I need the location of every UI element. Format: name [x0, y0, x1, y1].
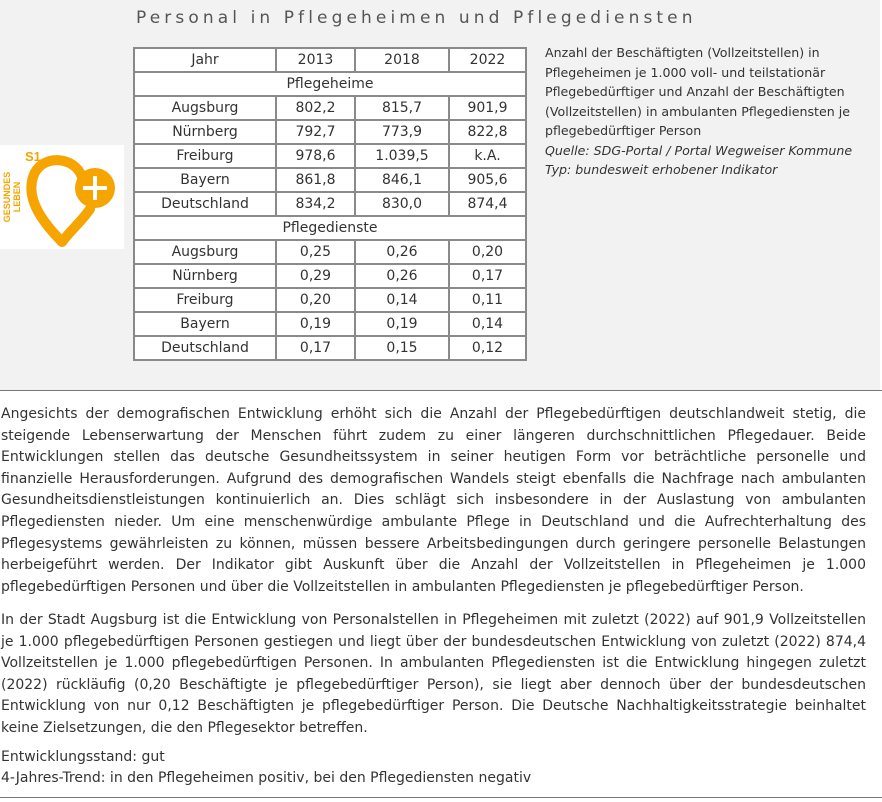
table-cell: 0,20	[449, 240, 526, 264]
table-row	[134, 336, 526, 360]
table-cell: 0,17	[276, 336, 355, 360]
table-row	[134, 288, 526, 312]
row-label: Deutschland	[134, 336, 276, 360]
table-cell: 0,19	[355, 312, 449, 336]
table-cell: 0,26	[355, 264, 449, 288]
section-title: Pflegeheime	[134, 72, 526, 96]
source-text: Quelle: SDG-Portal / Portal Wegweiser Kommune	[545, 142, 853, 158]
paragraph-assessment: In der Stadt Augsburg ist die Entwicklung von Personalstellen in Pflegeheimen mit zuletzt (2022) auf 901,9 Vollzeitstellen je 1.000 pflegebedürftigen Personen gestiegen und liegt über der bundesdeutschen Entwicklung von zuletzt (2022) 874,4 Vollzeitstellen je 1.000 pflegebedürftigen Personen. In ambulanten Pflegediensten ist die Entwicklung hingegen zuletzt (2022) rückläufig (0,20 Beschäftigte je pflegebedürftiger Person), sie liegt aber dennoch über der bundesdeutschen Entwicklung von nur 0,12 Beschäftigten je pflegebedürftiger Person. Die Deutsche Nachhaltigkeitsstrategie beinhaltet keine Zielsetzungen, die den Pflegesektor betreffen.	[1, 612, 866, 736]
table-cell: 0,20	[276, 288, 355, 312]
trend-text: 4-Jahres-Trend: in den Pflegeheimen positiv, bei den Pflegediensten negativ	[1, 770, 532, 786]
header-cell: 2018	[355, 48, 449, 72]
table-cell: k.A.	[449, 144, 526, 168]
bottom-divider	[0, 797, 882, 798]
status-text: Entwicklungsstand: gut	[1, 749, 165, 765]
paragraph-context: Angesichts der demografischen Entwicklung erhöht sich die Anzahl der Pflegebedürftigen deutschlandweit stetig, die steigende Lebenserwartung der Menschen führt zudem zu einer längeren durchschnittlichen Pflegedauer. Beide Entwicklungen stellen das deutsche Gesundheitssystem in seiner heutigen Form vor beträchtliche personelle und finanzielle Herausforderungen. Aufgrund des demografischen Wandels steigt ebenfalls die Nachfrage nach ambulanten Gesundheitsdienstleistungen kontinuierlich an. Dies schlägt sich insbesondere in der Auslastung von ambulanten Pflegediensten nieder. Um eine menschenwürdige ambulante Pflege in Deutschland und die Aufrechterhaltung des Pflegesystems gewährleisten zu können, müssen bessere Arbeitsbedingungen durch geringere personelle Belastungen herbeigeführt werden. Der Indikator gibt Auskunft über die Anzahl der Vollzeitstellen in Pflegeheimen je 1.000 pflegebedürftigen Personen und über die Vollzeitstellen in ambulanten Pflegediensten je pflegebedürftiger Person.	[1, 406, 866, 595]
row-label: Augsburg	[134, 240, 276, 264]
table-cell: 792,7	[276, 120, 355, 144]
table-cell: 901,9	[449, 96, 526, 120]
header-cell: 2013	[276, 48, 355, 72]
row-label: Augsburg	[134, 96, 276, 120]
table-row	[134, 168, 526, 192]
table-cell: 834,2	[276, 192, 355, 216]
row-label: Bayern	[134, 312, 276, 336]
table-cell: 830,0	[355, 192, 449, 216]
section-divider	[0, 390, 882, 391]
table-header-row	[134, 48, 526, 72]
row-label: Bayern	[134, 168, 276, 192]
table-cell: 0,25	[276, 240, 355, 264]
header-cell: Jahr	[134, 48, 276, 72]
table-cell: 802,2	[276, 96, 355, 120]
type-text: Typ: bundesweit erhobener Indikator	[545, 162, 778, 177]
row-label: Nürnberg	[134, 120, 276, 144]
indicator-description	[545, 43, 875, 180]
table-cell: 0,26	[355, 240, 449, 264]
table-cell: 846,1	[355, 168, 449, 192]
row-label: Nürnberg	[134, 264, 276, 288]
table-cell: 861,8	[276, 168, 355, 192]
row-label: Freiburg	[134, 288, 276, 312]
row-label: Freiburg	[134, 144, 276, 168]
logo-label: S1	[25, 149, 41, 164]
table-row	[134, 312, 526, 336]
table-cell: 773,9	[355, 120, 449, 144]
table-cell: 822,8	[449, 120, 526, 144]
table-cell: 0,17	[449, 264, 526, 288]
description-text: Anzahl der Beschäftigten (Vollzeitstellen) in Pflegeheimen je 1.000 voll- und teilstationär Pflegebedürftiger und Anzahl der Beschäftigten (Vollzeitstellen) in ambulanten Pflegediensten je pflegebedürftiger Person	[545, 45, 850, 138]
table-cell: 0,19	[276, 312, 355, 336]
logo-text-line1: GESUNDES	[2, 171, 12, 223]
indicator-table	[133, 47, 527, 361]
table-cell: 0,14	[449, 312, 526, 336]
table-row	[134, 264, 526, 288]
table-row	[134, 240, 526, 264]
table-cell: 0,15	[355, 336, 449, 360]
table-cell: 0,14	[355, 288, 449, 312]
table-cell: 978,6	[276, 144, 355, 168]
heart-plus-icon	[31, 160, 115, 242]
table-cell: 0,29	[276, 264, 355, 288]
table-row	[134, 192, 526, 216]
section-title: Pflegedienste	[134, 216, 526, 240]
table-row	[134, 144, 526, 168]
sdg-logo	[0, 145, 124, 249]
table-row	[134, 96, 526, 120]
page-title: Personal in Pflegeheimen und Pflegediensten	[136, 8, 697, 28]
row-label: Deutschland	[134, 192, 276, 216]
table-row	[134, 120, 526, 144]
section-row	[134, 72, 526, 96]
table-cell: 905,6	[449, 168, 526, 192]
logo-text-line2: LEBEN	[12, 181, 22, 213]
table-cell: 874,4	[449, 192, 526, 216]
header-cell: 2022	[449, 48, 526, 72]
table-cell: 0,11	[449, 288, 526, 312]
section-row	[134, 216, 526, 240]
table-cell: 815,7	[355, 96, 449, 120]
table-cell: 0,12	[449, 336, 526, 360]
table-cell: 1.039,5	[355, 144, 449, 168]
